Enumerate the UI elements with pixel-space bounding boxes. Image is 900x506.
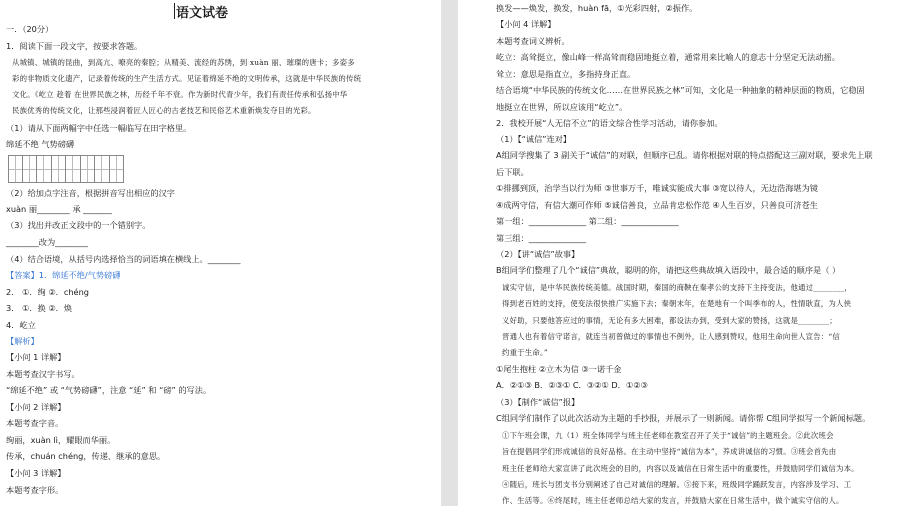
right-text-line: 2．我校开展“人无信不立”的语文综合性学习活动，请你参加。: [496, 118, 723, 128]
left-text-line: 【解析】: [6, 336, 39, 346]
left-text-line: 彩的非物质文化遗产，记录着传统的生产生活方式。见证着绵延不绝的文明传承，这就是中华民族的传统: [12, 74, 362, 83]
right-text-line: 作、生活等。⑥终尾时，班主任老师总结大家的发言，并鼓励大家在日常生活中，做个诚实守信的人。: [502, 496, 844, 505]
left-text-line: （4）结合语境，从括号内选择恰当的词语填在横线上。________: [6, 254, 241, 264]
page-separator: [441, 0, 458, 506]
right-text-line: ④随后，班长与团支书分别阐述了自己对诚信的理解。⑤接下来，班级同学踊跃发言，内容涉及学习、工: [502, 480, 852, 489]
left-text-line: 1．阅读下面一段文字，按要求答题。: [6, 41, 143, 51]
right-text-line: （2）【讲“诚信”故事】: [496, 249, 580, 259]
left-text-line: “绵延不绝” 或 “气势磅礴”，注意 “延” 和 “磅” 的写法。: [6, 385, 212, 395]
left-text-line: （3）找出并改正文段中的一个错别字。: [6, 220, 151, 230]
tianzige-cell: [81, 155, 96, 183]
right-text-line: 地挺立在世界，所以应该用“屹立”。: [496, 102, 628, 112]
right-text-line: 后下联。: [496, 167, 529, 177]
right-text-line: C组同学们制作了以此次活动为主题的手抄报，并展示了一则新闻。请你帮 C组同学拟写一个新闻标题。: [496, 413, 871, 423]
right-text-line: ④成两守信，有信大潮可作师 ⑤诚信善良，立品肯忠松作范 ④人生百岁，只善良可济苍生: [496, 200, 818, 210]
right-text-line: 第三组：______________: [496, 233, 587, 243]
tianzige-cell: [8, 155, 23, 183]
right-text-line: A组同学搜集了 3 副关于“诚信”的对联，但顺序已乱。请你根据对联的特点搭配这三副对联，要求先上联: [496, 150, 873, 160]
left-text-line: 4．屹立: [6, 320, 36, 330]
left-text-line: xuàn 丽________ 承 _______: [6, 204, 112, 214]
left-text-line: 绵延不绝 气势磅礴: [6, 139, 75, 149]
page-title: 语文试卷: [176, 6, 229, 21]
right-text-line: 本题考查词义辨析。: [496, 36, 570, 46]
right-text-line: 约重于生命。”: [502, 348, 548, 357]
right-text-line: 结合语境“中华民族的传统文化……在世界民族之林”可知，文化是一种抽象的精神层面的物质，它稳固: [496, 85, 865, 95]
right-text-line: 耸立：意思是指直立，多指持身正直。: [496, 69, 636, 79]
left-text-line: 传承，chuán chéng，传递、继承的意思。: [6, 451, 166, 461]
right-text-line: 义好助，只要他答应过的事情，无论有多大困难，都设法办到，受到大家的赞扬，这就是________；: [502, 316, 837, 325]
left-text-line: 本题考查字音。: [6, 418, 64, 428]
left-text-line: 从城镇、城镇的昆曲，到高亢、嘹亮的秦腔；从精美、流经的苏绣，到 xuàn 丽、璀璨的唐卡；多姿多: [12, 58, 355, 67]
tianzige-cell: [66, 155, 81, 183]
left-text-line: （2）给加点字注音，根据拼音写出相应的汉字: [6, 188, 175, 198]
right-text-line: 【小问 4 详解】: [496, 19, 556, 29]
tianzige-cell: [110, 155, 125, 183]
left-text-line: 3． ①．换 ②．焕: [6, 303, 73, 313]
right-text-line: ①下午班会课，九（1）班全体同学与班主任老师在教室召开了关于“诚信”的主题班会。②此次班会: [502, 431, 834, 440]
right-text-line: 旨在提倡同学们形成诚信的良好品格。在主动中坚持“诚信为本”，养成讲诚信的习惯。③班会首先由: [502, 447, 837, 456]
right-text-line: 晋通人也有着信守诺言，就连当初曾做过的事情也不例外，让人感到赞叹，他用生命向世人宣告：“信: [502, 332, 840, 341]
left-text-line: 【小问 3 详解】: [6, 468, 66, 478]
right-text-line: （1）【“诚信”连对】: [496, 134, 572, 144]
tianzige-cell: [23, 155, 38, 183]
right-text-line: ①排挪到顶，治学当以行为师 ③世事万千，唯诚实能成大事 ③宽以待人，无边浩海堪为镜: [496, 183, 818, 193]
left-text-pane: [6, 0, 436, 506]
right-text-line: 班主任老师给大家宣讲了此次班会的目的，内容以及诚信在日常生活中的重要性，并鼓励同学们诚信为本。: [502, 464, 859, 473]
left-text-line: 2． ①．绚 ②．chéng: [6, 287, 89, 297]
left-text-line: 本题考查汉字书写。: [6, 369, 80, 379]
right-text-line: A．②①③ B．②③① C．③②① D．①②③: [496, 380, 648, 390]
tianzige-cell: [52, 155, 67, 183]
left-text-line: （1）请从下面两幅字中任选一幅临写在田字格里。: [6, 123, 192, 133]
left-text-line: 本题考查字形。: [6, 485, 64, 495]
tianzige-cell: [37, 155, 52, 183]
left-text-line: 一．（20分）: [6, 24, 54, 34]
right-text-line: （3）【制作“诚信”报】: [496, 397, 580, 407]
left-text-line: 文化。《屹立 趁着 在世界民族之林，历经千年不衰。作为新时代青少年，我们有责任传承和弘扬中华: [12, 90, 348, 99]
document-page-right: [458, 0, 900, 506]
right-text-pane: [496, 0, 896, 506]
left-text-line: 【答案】1．绵延不绝/气势磅礴: [6, 270, 121, 280]
left-text-line: ________改为________: [6, 237, 88, 247]
right-text-line: 诚实守信，是中华民族传统美德。战国时期，秦国的商鞅在秦孝公的支持下主持变法，他通过________，: [502, 283, 852, 292]
right-text-line: B组同学们整理了几个“诚信”典故，聪明的你，请把这些典故填入语段中，最合适的顺序是（ ）: [496, 265, 841, 275]
document-page-left: [0, 0, 441, 506]
left-text-line: 绚丽，xuàn lì，耀眼而华丽。: [6, 435, 116, 445]
right-text-line: 第一组：______________ 第二组：______________: [496, 216, 679, 226]
left-text-line: 民族优秀的传统文化，让那些浸润着匠人匠心的古老技艺和民俗艺术重新焕发夺目的光彩。: [12, 106, 316, 115]
tianzige-grid: [8, 155, 124, 183]
right-text-line: 屹立：高耸挺立，像山峰一样高耸而稳固地挺立着，通常用来比喻人的意志十分坚定无法动摇。: [496, 52, 840, 62]
right-text-line: 得到老百姓的支持，使变法很快推广实施下去；秦朝末年，在楚地有一个叫季布的人，性情耿直，为人侠: [502, 299, 852, 308]
left-text-line: 【小问 2 详解】: [6, 402, 66, 412]
tianzige-cell: [95, 155, 110, 183]
right-text-line: ①尾生抱柱 ②立木为信 ③一诺千金: [496, 364, 622, 374]
right-text-line: 换发——焕发，换发，huàn fā，①光彩四射，②振作。: [496, 3, 698, 13]
left-text-line: 【小问 1 详解】: [6, 352, 66, 362]
